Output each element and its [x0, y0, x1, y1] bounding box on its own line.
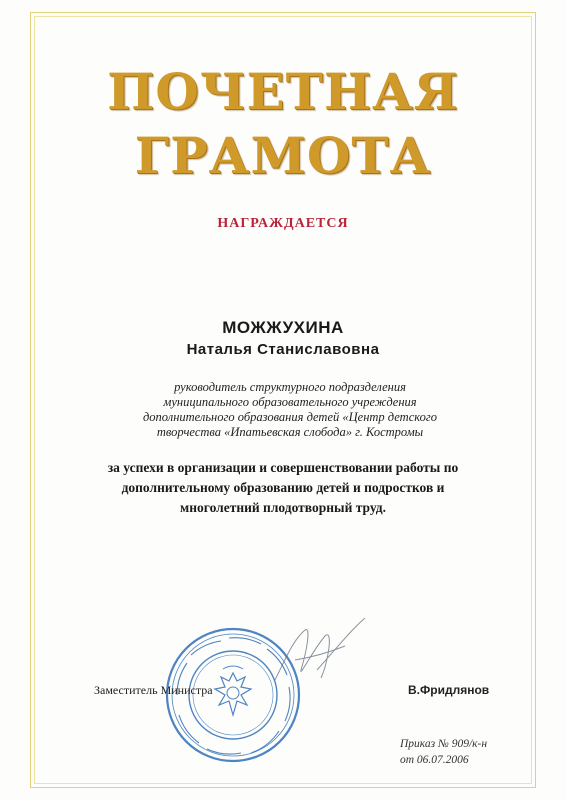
recipient-position [100, 380, 480, 440]
signatory-title: Заместитель Министра [94, 683, 213, 697]
recipient-surname: МОЖЖУХИНА [222, 318, 344, 337]
award-reason [60, 458, 506, 518]
position-line: творчества «Ипатьевская слобода» г. Костромы [156, 425, 424, 439]
reason-line: дополнительному образованию детей и подростков и [121, 480, 445, 495]
position-line: муниципального образовательного учреждения [163, 395, 417, 409]
position-line: руководитель структурного подразделения [174, 380, 406, 394]
reason-line: за успехи в организации и совершенствовании работы по [107, 460, 459, 475]
certificate-title-line1: ПОЧЕТНАЯ [107, 62, 459, 121]
position-line: дополнительного образования детей «Центр детского [142, 410, 437, 424]
recipient-given-names: Наталья Станиславовна [186, 341, 380, 358]
signatory-name: В.Фридлянов [408, 683, 490, 697]
reason-line: многолетний плодотворный труд. [180, 500, 386, 515]
handwritten-signature [255, 600, 375, 700]
certificate-title-line2: ГРАМОТА [134, 126, 432, 185]
awarded-heading: НАГРАЖДАЕТСЯ [217, 216, 349, 231]
order-reference [400, 736, 510, 768]
order-number: Приказ № 909/к-н [400, 738, 488, 750]
order-date: от 06.07.2006 [400, 754, 469, 766]
